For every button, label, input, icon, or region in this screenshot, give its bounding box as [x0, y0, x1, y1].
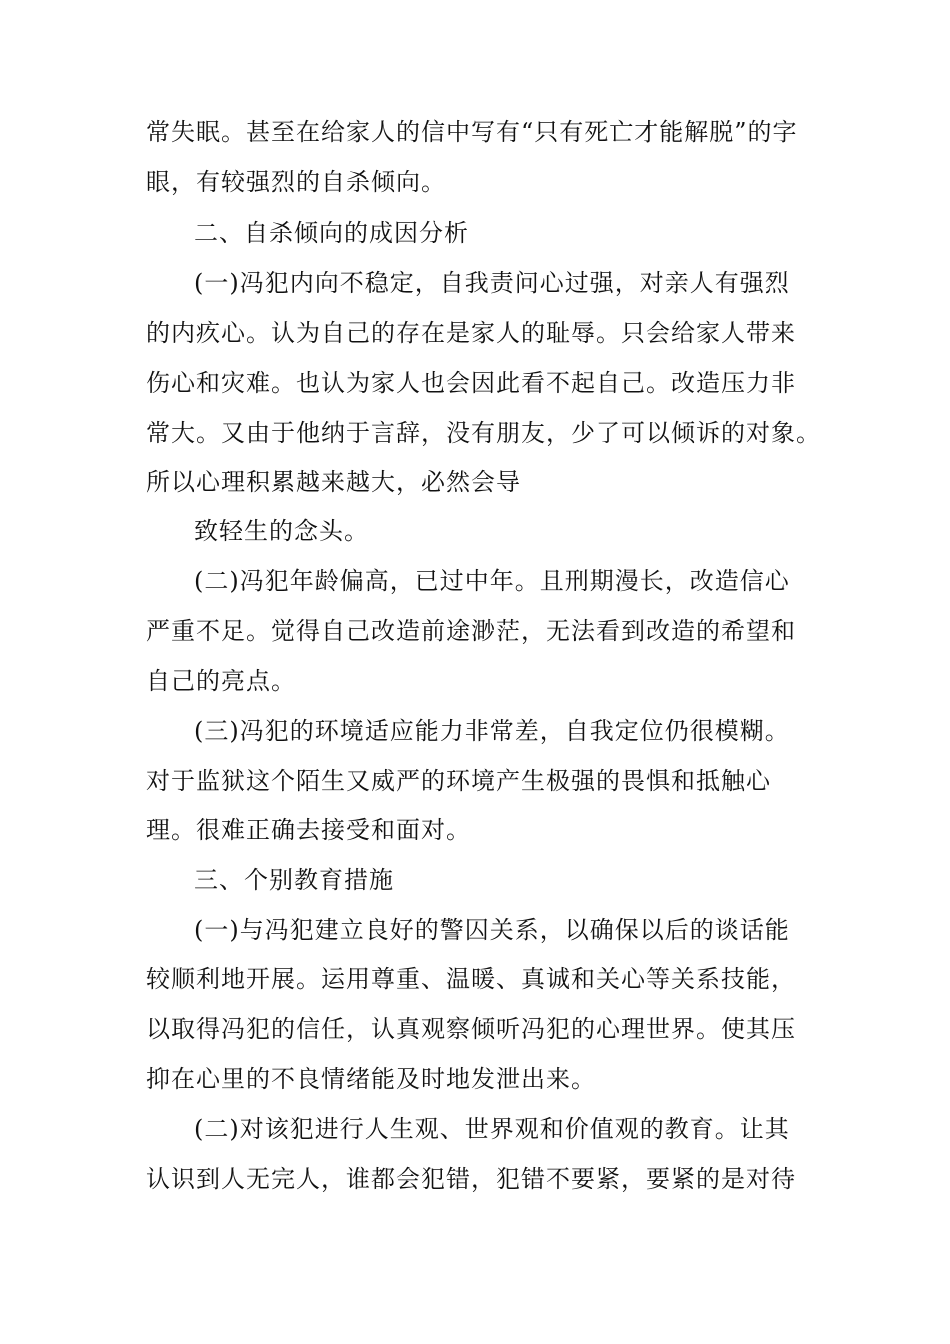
text-line: 的内疚心。认为自己的存在是家人的耻辱。只会给家人带来 — [146, 319, 796, 347]
paragraph-start-line: (一)冯犯内向不稳定，自我责问心过强，对亲人有强烈 — [194, 269, 790, 297]
text-line: 较顺利地开展。运用尊重、温暖、真诚和关心等关系技能， — [146, 965, 796, 993]
text-line: 常大。又由于他纳于言辞，没有朋友，少了可以倾诉的对象。 — [146, 419, 821, 447]
paragraph-start-line: (三)冯犯的环境适应能力非常差，自我定位仍很模糊。 — [194, 717, 790, 745]
text-line: 以取得冯犯的信任，认真观察倾听冯犯的心理世界。使其压 — [146, 1015, 796, 1043]
text-line: 对于监狱这个陌生又威严的环境产生极强的畏惧和抵触心 — [146, 767, 771, 795]
text-line: 抑在心里的不良情绪能及时地发泄出来。 — [146, 1065, 596, 1093]
text-line: 眼，有较强烈的自杀倾向。 — [146, 168, 446, 196]
text-line: 自己的亮点。 — [146, 667, 296, 695]
paragraph-start-line: (一)与冯犯建立良好的警囚关系，以确保以后的谈话能 — [194, 916, 790, 944]
paragraph-start-line: (二)对该犯进行人生观、世界观和价值观的教育。让其 — [194, 1115, 790, 1143]
text-line: 所以心理积累越来越大，必然会导 — [146, 468, 521, 496]
text-line: 伤心和灾难。也认为家人也会因此看不起自己。改造压力非 — [146, 369, 796, 397]
text-line: 严重不足。觉得自己改造前途渺茫，无法看到改造的希望和 — [146, 617, 796, 645]
section-heading: 三、个别教育措施 — [194, 866, 394, 894]
text-line: 理。很难正确去接受和面对。 — [146, 816, 471, 844]
text-line: 常失眠。甚至在给家人的信中写有“只有死亡才能解脱”的字 — [146, 118, 798, 146]
paragraph-start-line: (二)冯犯年龄偏高，已过中年。且刑期漫长，改造信心 — [194, 567, 790, 595]
text-line: 认识到人无完人，谁都会犯错，犯错不要紧，要紧的是对待 — [146, 1165, 796, 1193]
section-heading: 二、自杀倾向的成因分析 — [194, 219, 469, 247]
text-line: 致轻生的念头。 — [194, 517, 369, 545]
